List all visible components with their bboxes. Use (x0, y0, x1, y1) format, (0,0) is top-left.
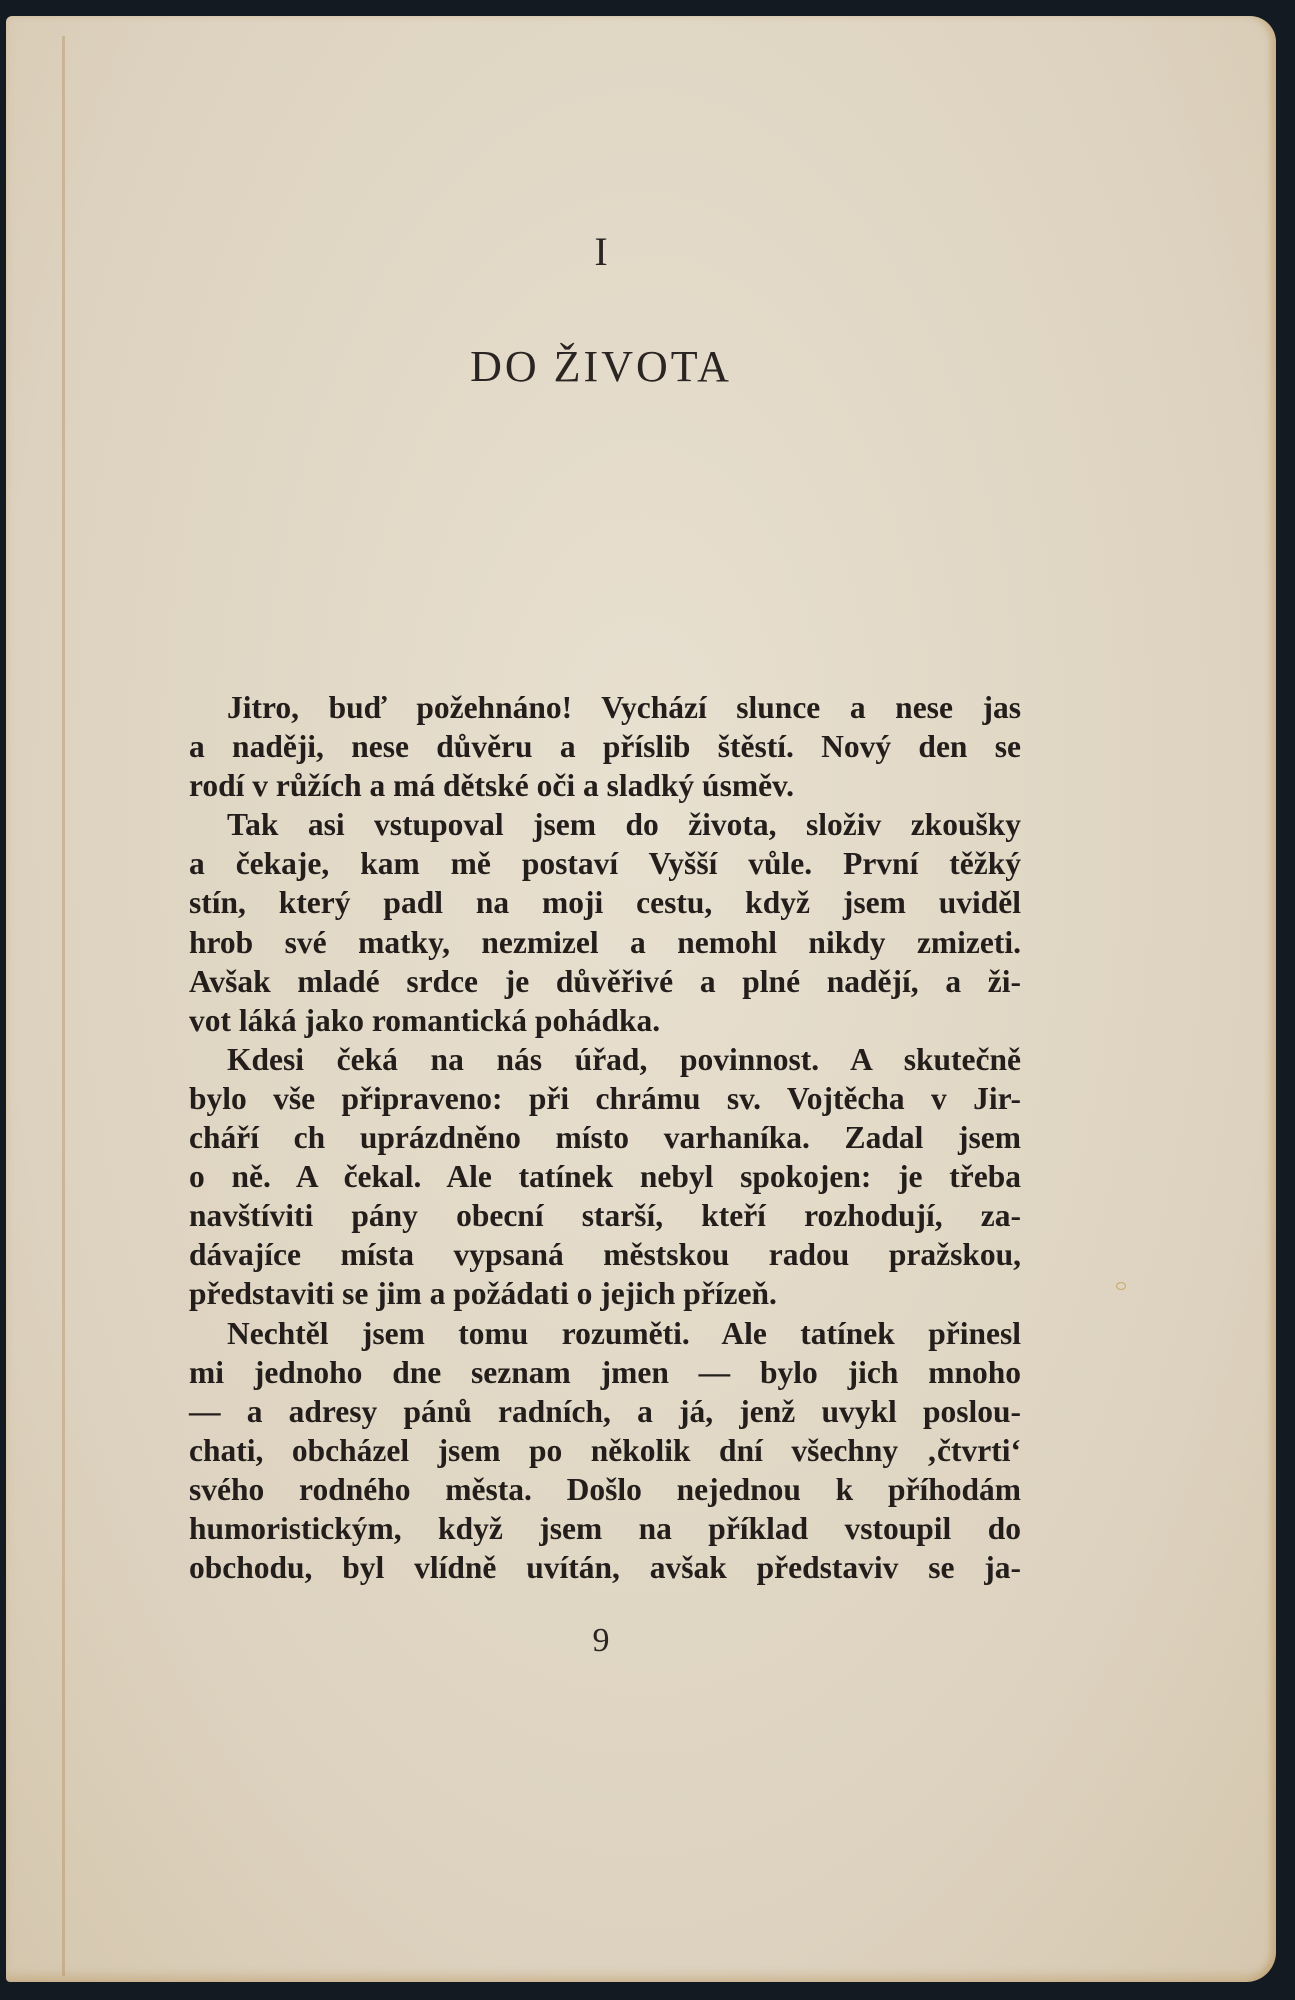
text-line: chati, obcházel jsem po několik dní všechny ‚čtvrti‘ (189, 1432, 1021, 1468)
text-line: Nechtěl jsem tomu rozuměti. Ale tatínek přinesl (227, 1315, 1021, 1351)
text-line: — a adresy pánů radních, a já, jenž uvykl poslou- (189, 1393, 1021, 1429)
text-line: hrob své matky, nezmizel a nemohl nikdy zmizeti. (189, 924, 1021, 960)
text-line: a naději, nese důvěru a příslib štěstí. Nový den se (189, 729, 1021, 765)
text-line: svého rodného města. Došlo nejednou k příhodám (189, 1471, 1021, 1507)
text-line: Kdesi čeká na nás úřad, povinnost. A skutečně (227, 1041, 1021, 1077)
paper-blemish (1116, 1282, 1126, 1290)
text-line: bylo vše připraveno: při chrámu sv. Vojtěcha v Jir- (189, 1080, 1021, 1116)
text-line: stín, který padl na moji cestu, když jsem uviděl (189, 885, 1021, 921)
page-number: 9 (592, 1622, 610, 1659)
text-line: představiti se jim a požádati o jejich přízeň. (189, 1276, 777, 1312)
chapter-title: DO ŽIVOTA (470, 342, 732, 391)
text-line: vot láká jako romantická pohádka. (189, 1002, 661, 1038)
book-page (6, 16, 1276, 1982)
body-text (189, 688, 1021, 1587)
page-fold-line (62, 36, 65, 1976)
text-line: rodí v růžích a má dětské oči a sladký úsměv. (189, 768, 794, 804)
text-line: Avšak mladé srdce je důvěřivé a plné nadějí, a ži- (189, 963, 1021, 999)
text-line: cháří ch uprázdněno místo varhaníka. Zadal jsem (189, 1120, 1021, 1156)
text-line: mi jednoho dne seznam jmen — bylo jich mnoho (189, 1354, 1021, 1390)
text-line: navštíviti pány obecní starší, kteří rozhodují, za- (189, 1198, 1021, 1234)
text-line: Jitro, buď požehnáno! Vychází slunce a nese jas (227, 690, 1021, 725)
text-line: a čekaje, kam mě postaví Vyšší vůle. První těžký (189, 846, 1021, 882)
text-line: o ně. A čekal. Ale tatínek nebyl spokojen: je třeba (189, 1159, 1021, 1195)
text-line: dávajíce místa vypsaná městskou radou pražskou, (189, 1237, 1021, 1273)
chapter-number: I (594, 229, 608, 274)
text-line: humoristickým, když jsem na příklad vstoupil do (189, 1510, 1021, 1546)
text-line: obchodu, byl vlídně uvítán, avšak představiv se ja- (189, 1550, 1021, 1586)
text-line: Tak asi vstupoval jsem do života, složiv zkoušky (227, 807, 1021, 843)
